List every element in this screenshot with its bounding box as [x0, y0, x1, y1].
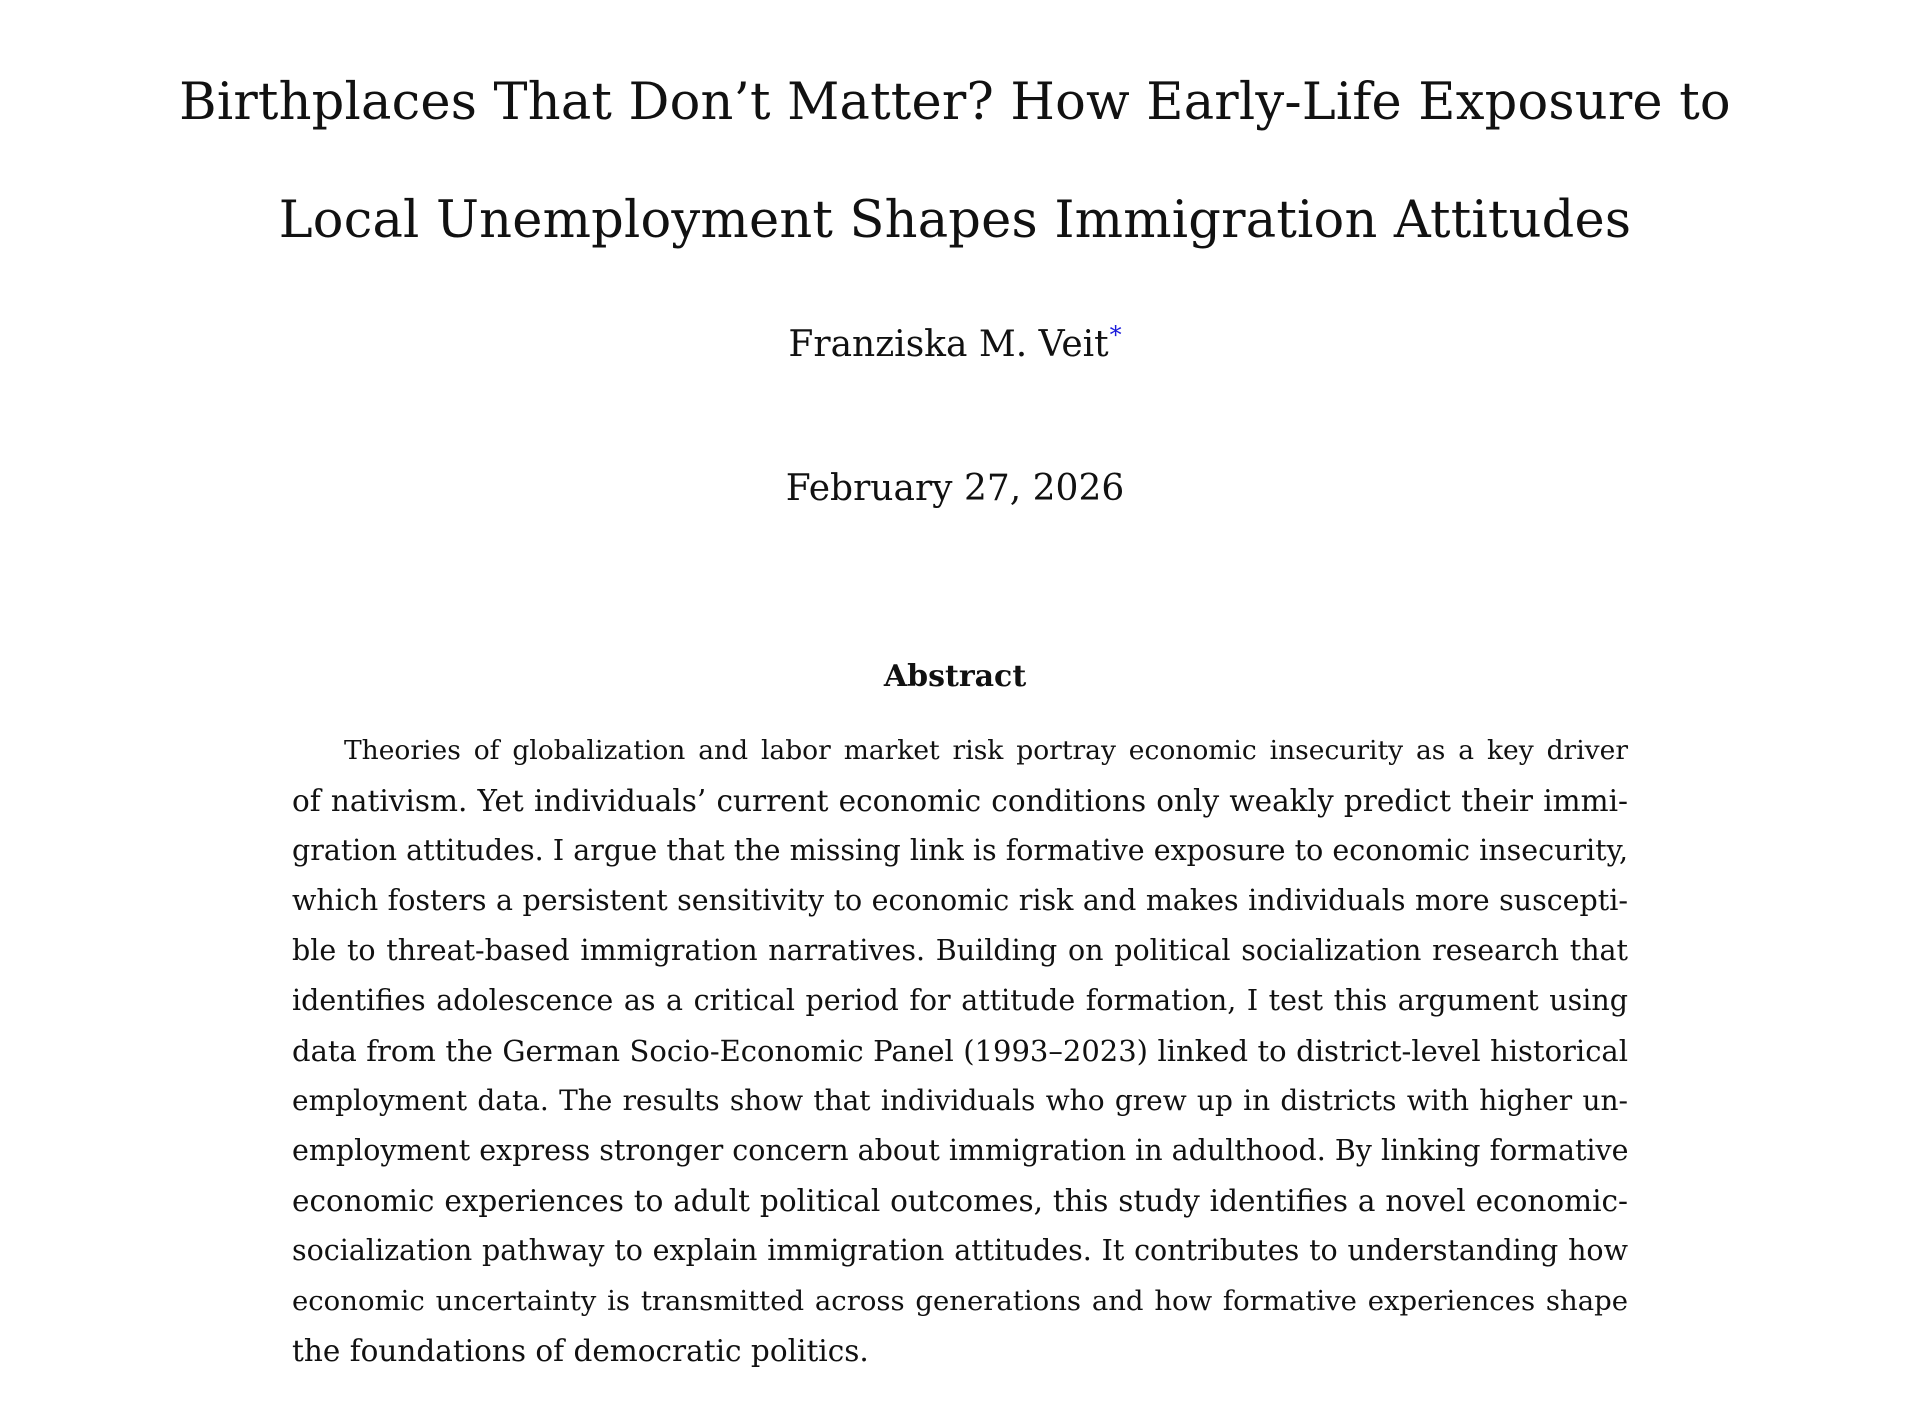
abstract-line: ble to threat-based immigration narratives. Building on political socialization research that — [292, 934, 1628, 967]
author-name: Franziska M. Veit — [788, 324, 1109, 365]
paper-date: February 27, 2026 — [785, 468, 1125, 509]
title-line-2: Local Unemployment Shapes Immigration Attitudes — [278, 191, 1632, 250]
author-block — [0, 313, 1910, 367]
abstract-line: employment data. The results show that individuals who grew up in districts with higher un- — [292, 1084, 1628, 1117]
abstract-line: employment express stronger concern about immigration in adulthood. By linking formative — [292, 1134, 1629, 1167]
abstract-heading: Abstract — [883, 659, 1027, 694]
abstract-line: of nativism. Yet individuals’ current economic conditions only weakly predict their immi- — [292, 784, 1628, 818]
abstract-line: Theories of globalization and labor market risk portray economic insecurity as a key driver — [344, 735, 1628, 766]
abstract-line: gration attitudes. I argue that the missing link is formative exposure to economic insecurity, — [292, 834, 1628, 867]
abstract-body — [292, 726, 1628, 1376]
abstract-line: the foundations of democratic politics. — [292, 1334, 869, 1368]
abstract-line: economic experiences to adult political outcomes, this study identifies a novel economic- — [292, 1184, 1628, 1218]
abstract-line: which fosters a persistent sensitivity to economic risk and makes individuals more suscepti- — [292, 884, 1628, 917]
abstract-line: identifies adolescence as a critical period for attitude formation, I test this argument using — [292, 984, 1628, 1017]
author-footnote-link[interactable]: * — [1109, 321, 1122, 349]
abstract-line: data from the German Socio-Economic Panel (1993–2023) linked to district-level historical — [292, 1034, 1628, 1068]
paper-title — [150, 44, 1760, 280]
abstract-line: socialization pathway to explain immigration attitudes. It contributes to understanding how — [292, 1234, 1628, 1267]
abstract-line: economic uncertainty is transmitted across generations and how formative experiences shape — [292, 1285, 1628, 1317]
title-line-1: Birthplaces That Don’t Matter? How Early-Life Exposure to — [179, 73, 1731, 132]
